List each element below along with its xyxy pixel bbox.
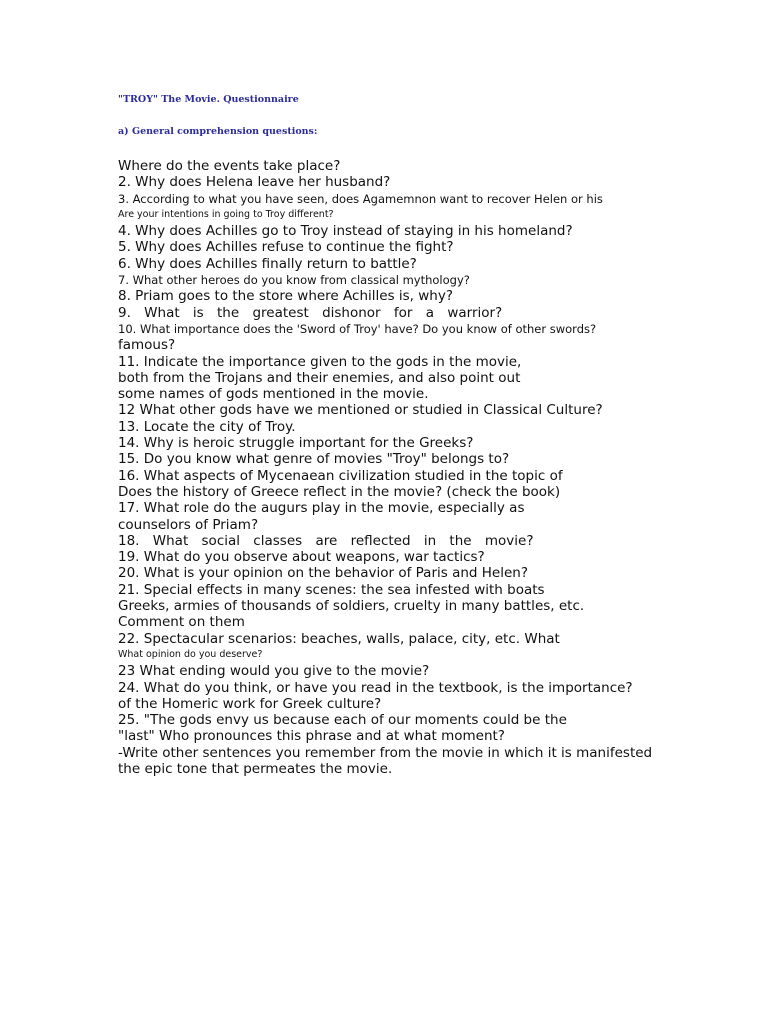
question-line: of the Homeric work for Greek culture? <box>118 695 382 712</box>
question-line: Greeks, armies of thousands of soldiers, cruelty in many battles, etc. <box>118 598 585 615</box>
question-line: Where do the events take place? <box>118 158 341 174</box>
question-line: the epic tone that permeates the movie. <box>118 760 393 777</box>
question-line: 9. What is the greatest dishonor for a warrior? <box>118 304 503 321</box>
question-line: 15. Do you know what genre of movies "Troy" belongs to? <box>118 451 510 468</box>
question-line: What opinion do you deserve? <box>118 648 263 660</box>
question-line: 22. Spectacular scenarios: beaches, walls, palace, city, etc. What <box>118 630 560 647</box>
question-line: 3. According to what you have seen, does Agamemnon want to recover Helen or his <box>118 191 603 206</box>
question-line: 14. Why is heroic struggle important for the Greeks? <box>118 435 474 452</box>
question-line: 11. Indicate the importance given to the gods in the movie, <box>118 353 522 370</box>
question-line: 18. What social classes are reflected in the movie? <box>118 532 534 549</box>
document-title: "TROY" The Movie. Questionnaire <box>118 94 299 105</box>
section-title: a) General comprehension questions: <box>118 126 318 137</box>
question-line: 23 What ending would you give to the movie? <box>118 663 430 680</box>
question-line: 20. What is your opinion on the behavior of Paris and Helen? <box>118 565 528 582</box>
question-line: 8. Priam goes to the store where Achilles is, why? <box>118 288 454 305</box>
question-line: 17. What role do the augurs play in the movie, especially as <box>118 500 525 517</box>
question-line: 4. Why does Achilles go to Troy instead of staying in his homeland? <box>118 223 573 240</box>
question-line: 12 What other gods have we mentioned or studied in Classical Culture? <box>118 402 603 419</box>
question-line: 6. Why does Achilles finally return to battle? <box>118 255 417 272</box>
question-line: Are your intentions in going to Troy different? <box>118 208 334 220</box>
question-line: 7. What other heroes do you know from classical mythology? <box>118 273 470 288</box>
question-line: some names of gods mentioned in the movie. <box>118 386 429 403</box>
question-line: famous? <box>118 337 176 354</box>
question-line: 13. Locate the city of Troy. <box>118 418 296 435</box>
question-line: 2. Why does Helena leave her husband? <box>118 174 391 191</box>
question-line: both from the Trojans and their enemies, and also point out <box>118 369 521 386</box>
question-line: counselors of Priam? <box>118 516 259 533</box>
question-line: 24. What do you think, or have you read in the textbook, is the importance? <box>118 679 633 696</box>
question-line: Does the history of Greece reflect in the movie? (check the book) <box>118 483 561 500</box>
question-line: 5. Why does Achilles refuse to continue the fight? <box>118 239 454 256</box>
question-line: 21. Special effects in many scenes: the sea infested with boats <box>118 581 545 598</box>
question-line: 25. "The gods envy us because each of our moments could be the <box>118 712 567 729</box>
question-line: 19. What do you observe about weapons, war tactics? <box>118 549 485 566</box>
question-line: Comment on them <box>118 614 245 631</box>
questions-body <box>118 158 708 777</box>
question-line: -Write other sentences you remember from the movie in which it is manifested <box>118 744 653 761</box>
question-line: 10. What importance does the 'Sword of Troy' have? Do you know of other swords? <box>118 321 597 336</box>
question-line: 16. What aspects of Mycenaean civilization studied in the topic of <box>118 467 563 484</box>
question-line: "last" Who pronounces this phrase and at what moment? <box>118 728 505 745</box>
